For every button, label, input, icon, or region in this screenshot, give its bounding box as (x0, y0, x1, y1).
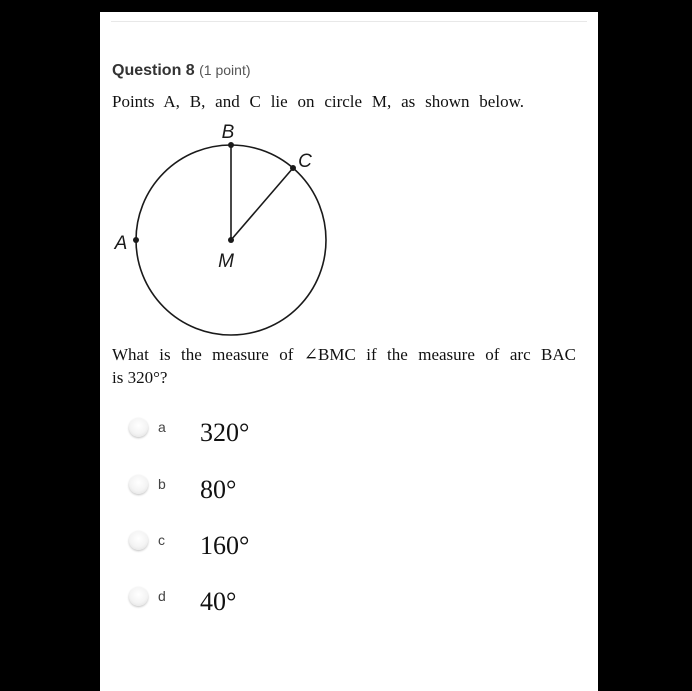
radio-d[interactable] (129, 587, 148, 606)
option-b[interactable] (128, 471, 328, 505)
option-value: 40° (200, 587, 237, 616)
option-value: 160° (200, 531, 250, 560)
divider (111, 21, 587, 22)
label-a: A (114, 233, 128, 254)
question-title: Question 8 (112, 62, 195, 79)
question-text-line1: What is the measure of ∠BMC if the measure of arc BAC (112, 345, 576, 364)
option-a[interactable] (128, 414, 328, 448)
option-d[interactable] (128, 583, 328, 617)
point-c (290, 165, 296, 171)
question-points: (1 point) (199, 62, 251, 78)
question-header (112, 62, 251, 80)
question-text (112, 343, 576, 389)
option-value: 320° (200, 418, 250, 447)
radio-c[interactable] (129, 531, 148, 550)
option-value: 80° (200, 475, 237, 504)
label-c: C (298, 151, 312, 172)
radio-b[interactable] (129, 475, 148, 494)
option-letter: c (158, 532, 165, 548)
radio-a[interactable] (129, 418, 148, 437)
question-prompt: Points A, B, and C lie on circle M, as shown below. (112, 92, 524, 111)
point-m (228, 237, 234, 243)
label-b: B (221, 122, 235, 143)
point-a (133, 237, 139, 243)
question-card (100, 12, 598, 691)
radius-mc (231, 168, 293, 240)
label-m: M (218, 251, 234, 272)
question-text-line2: is 320°? (112, 368, 168, 387)
option-letter: d (158, 588, 166, 604)
option-c[interactable] (128, 527, 328, 561)
option-letter: a (158, 419, 166, 435)
circle-diagram (100, 115, 340, 345)
option-letter: b (158, 476, 166, 492)
